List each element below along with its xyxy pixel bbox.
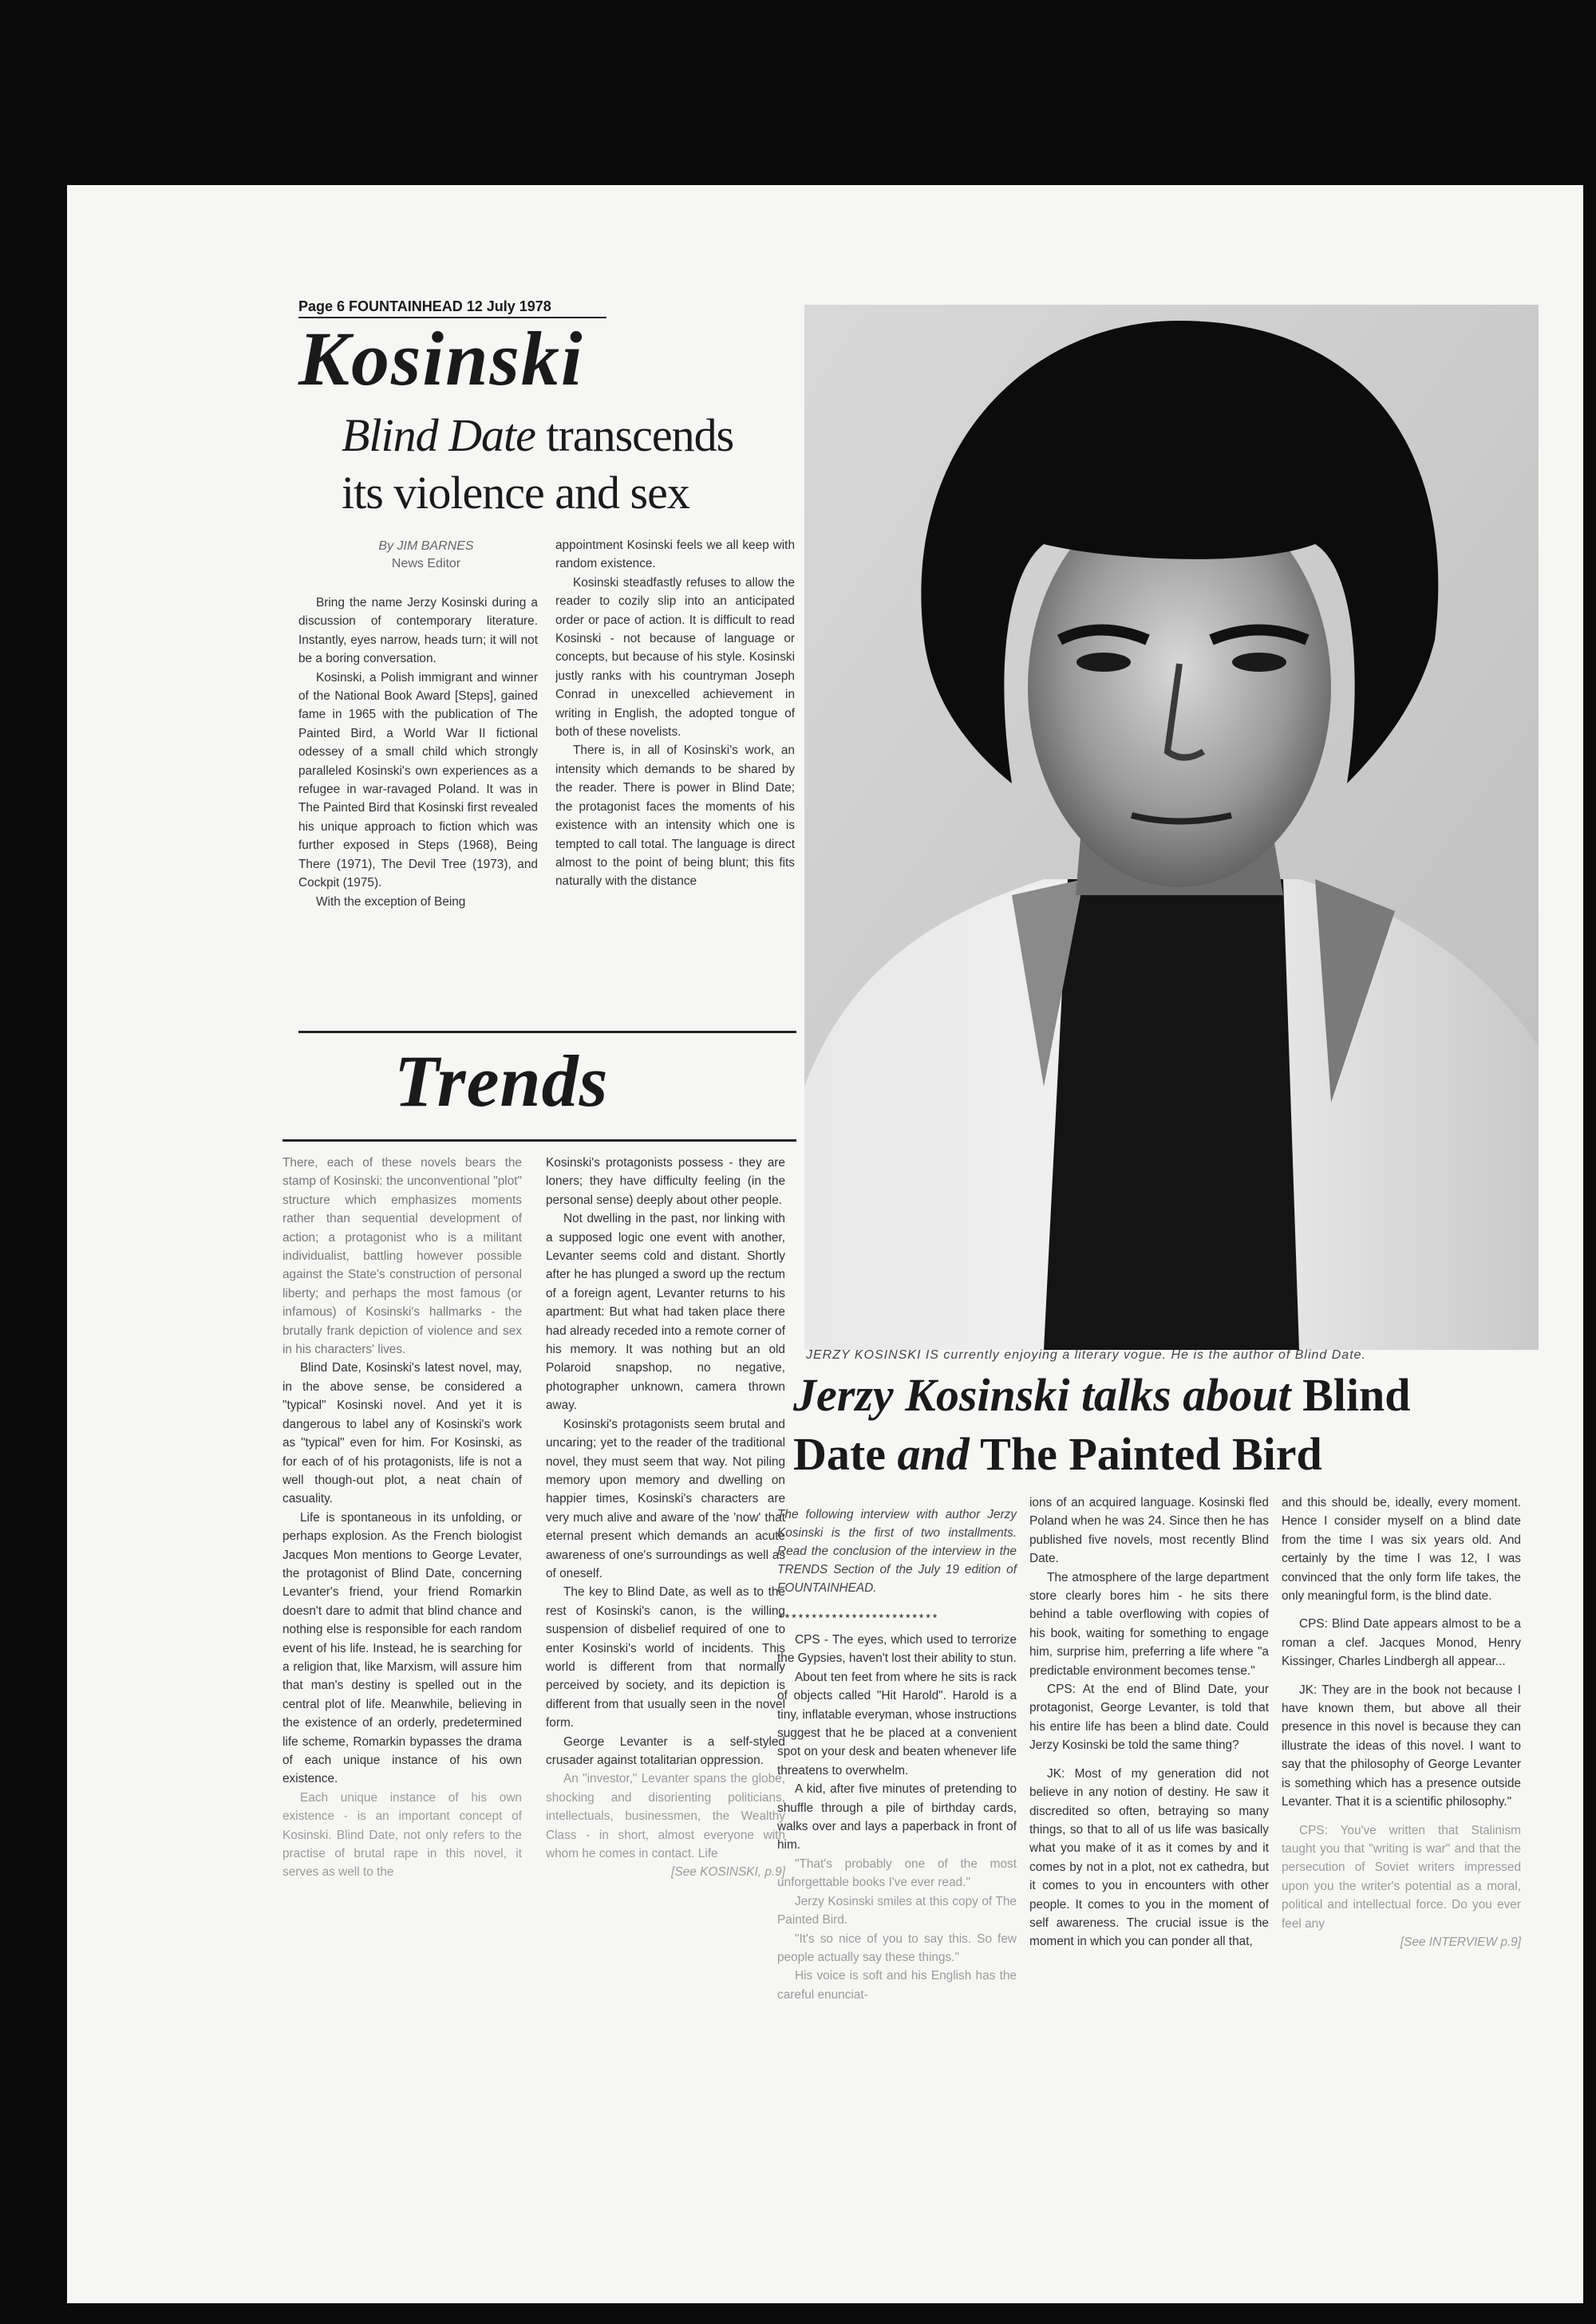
- subtitle-line1: transcends: [535, 409, 734, 461]
- headline-part: The Painted Bird: [969, 1428, 1322, 1480]
- section-rule-top: [298, 1031, 796, 1033]
- paragraph: Bring the name Jerzy Kosinski during a discussion of contemporary literature. Instantly, eyes narrow, heads turn; it will not be a boring conversation.: [298, 596, 538, 666]
- paragraph: His voice is soft and his English has the careful enunciat-: [777, 1969, 1017, 2002]
- article-column-1: [298, 594, 538, 1024]
- paragraph: Life is spontaneous in its unfolding, or perhaps explosion. As the French biologist Jacques Mon mentions to George Levater, the protagonist of Blind Date, concerning Levanter's friend, your friend Romarkin doesn't dare to admit that blind chance and nothing else is responsible for each random event of his life. Instead, he is searching for a religion that, like Marxism, will assure him that man's destiny is spelled out in the central plot of life. Meanwhile, believing in the existence of an orderly, predetermined life scheme, Romarkin bypasses the drama of each unique instance of his own existence.: [282, 1510, 522, 1786]
- paragraph: Kosinski's protagonists seem brutal and uncaring; yet to the reader of the traditional novel, they must seem that way. Not piling memory upon memory and dwelling on happier times, Kosinski's characters are very much alive and aware of the 'now' that eternal present which demands an acute awareness of one's surroundings as well as of oneself.: [546, 1417, 785, 1580]
- interview-intro: The following interview with author Jerzy Kosinski is the first of two installments. Read the conclusion of the interview in the TRENDS Section of the July 19 edition of FOUNTAINHEAD.: [777, 1508, 1017, 1595]
- continuation-note: [See KOSINSKI, p.9]: [671, 1865, 785, 1880]
- section-rule-bottom: [282, 1139, 796, 1142]
- paragraph: CPS - The eyes, which used to terrorize the Gypsies, haven't lost their ability to stun.: [777, 1633, 1017, 1666]
- paragraph: Kosinski steadfastly refuses to allow the reader to cozily slip into an anticipated order or pace of action. It is difficult to read Kosinski - not because of language or concepts, but because of his style. Kosinski justly ranks with his countryman Joseph Conrad in unexcelled achievement in writing in English, the adopted tongue of both of these novelists.: [555, 575, 795, 740]
- article-title: Kosinski: [298, 316, 584, 401]
- article-column-2: [555, 536, 795, 1024]
- paragraph: "That's probably one of the most unforgettable books I've ever read.": [777, 1856, 1017, 1890]
- trends-column-2: [546, 1154, 785, 2079]
- paragraph: Each unique instance of his own existence - is an important concept of Kosinski. Blind Date, not only refers to the practise of brutal rape in this novel, it serves as well to the: [282, 1790, 522, 1880]
- paragraph: With the exception of Being: [316, 894, 466, 909]
- trends-column-1: [282, 1154, 522, 2047]
- paragraph: and this should be, ideally, every moment. Hence I consider myself on a blind date from the time I was six years old. And certainly by the time I was 12, I was convinced that the only form life takes, the only meaningful form, is the blind date.: [1282, 1496, 1521, 1604]
- interview-column-3: [1282, 1493, 1521, 2068]
- paragraph: CPS: You've written that Stalinism taught you that "writing is war" and that the persecution of Soviet writers impressed upon you the writer's potential as a moral, political and intellectual force. Do you ever feel any: [1282, 1823, 1521, 1931]
- paragraph: JK: Most of my generation did not believe in any notion of destiny. He saw it discredited so often, betraying so many things, so that to all of us life was basically what you make of it as it comes by and it comes by not in a plot, not ex cathedra, but it comes to you in encounters with other people. It comes to you in the moment of self awareness. The crucial issue is the moment in which you can ponder all that,: [1029, 1766, 1269, 1949]
- article-subtitle: [342, 407, 836, 522]
- section-title: Trends: [394, 1040, 609, 1122]
- paragraph: George Levanter is a self-styled crusader against totalitarian oppression.: [546, 1734, 785, 1767]
- newspaper-page: [67, 185, 1583, 2303]
- paragraph: ions of an acquired language. Kosinski fled Poland when he was 24. Since then he has published five novels, most recently Blind Date.: [1029, 1496, 1269, 1566]
- subtitle-italic: Blind Date: [342, 409, 535, 461]
- interview-column-1: [777, 1631, 1017, 2077]
- photo-caption: JERZY KOSINSKI IS currently enjoying a literary vogue. He is the author of Blind Date.: [806, 1348, 1366, 1362]
- paragraph: CPS: At the end of Blind Date, your protagonist, George Levanter, is told that his entire life has been a blind date. Could Jerzy Kosinski be told the same thing?: [1029, 1683, 1269, 1753]
- paragraph: JK: They are in the book not because I have known them, but above all their presence in this novel is because they can illustrate the ideas of this novel. I want to say that the philosophy of George Levanter is something which has a presence outside Levanter. That it is a scientific philosophy.": [1282, 1683, 1521, 1809]
- paragraph: Blind Date, Kosinski's latest novel, may, in the above sense, be considered a "typical" Kosinski novel. And yet it is dangerous to label any of Kosinski's work as "typical" even for him. For Kosinski, as for each of of his protagonists, life is not a well though-out plot, a neat chain of casuality.: [282, 1361, 522, 1506]
- masthead: Page 6 FOUNTAINHEAD 12 July 1978: [298, 298, 606, 318]
- byline-role: News Editor: [391, 557, 461, 570]
- paragraph: An "investor," Levanter spans the globe, shocking and disorienting politicians, intellectuals, businessmen, the Wealthy Class - in short, almost everyone with whom he comes in contact. Life: [546, 1772, 785, 1861]
- headline-part: Date: [793, 1428, 898, 1480]
- paragraph: A kid, after five minutes of pretending to shuffle through a pile of birthday cards, walks over and lays a paperback in front of him.: [777, 1782, 1017, 1852]
- paragraph: About ten feet from where he sits is rack of objects called "Hit Harold". Harold is a tiny, inflatable everyman, whose instructions suggest that he be placed at a convenient spot on your desk and beaten whenever life threatens to overwhelm.: [777, 1670, 1017, 1778]
- continuation-note: [See INTERVIEW p.9]: [1400, 1935, 1521, 1949]
- headline-italic: and: [897, 1428, 970, 1480]
- separator-stars: ************************: [777, 1613, 938, 1626]
- paragraph: There, each of these novels bears the stamp of Kosinski: the unconventional "plot" structure which emphasizes moments rather than sequential development of action; a protagonist who is a militant individualist, battling however possible against the State's construction of personal liberty; and perhaps the most famous (or infamous) of Kosinski's hallmarks - the brutally frank depiction of violence and sex in his characters' lives.: [282, 1156, 522, 1357]
- paragraph: "It's so nice of you to say this. So few people actually say these things.": [777, 1931, 1017, 1964]
- headline-part: Blind: [1290, 1369, 1411, 1421]
- paragraph: Kosinski's protagonists possess - they are loners; they have difficulty feeling (in the personal sense) deeply about other people.: [546, 1156, 785, 1207]
- paragraph: appointment Kosinski feels we all keep with random existence.: [555, 539, 795, 571]
- interview-headline: [793, 1366, 1543, 1484]
- paragraph: The atmosphere of the large department store clearly bores him - he sits there behind a table overflowing with copies of his book, waiting for something to engage him, surprise him, preferring a life where "a predictable environment becomes tense.": [1029, 1570, 1269, 1678]
- paragraph: The key to Blind Date, as well as to the rest of Kosinski's canon, is the willing suspension of disbelief required of one to enter Kosinski's world of incidents. This world is different from that normally perceived by society, and its depiction is different from that usually seen in the novel form.: [546, 1585, 785, 1730]
- portrait-photo-icon: [804, 305, 1539, 1350]
- paragraph: Not dwelling in the past, nor linking with a supposed logic one event with another, Levanter seems cold and distant. Shortly after he has plunged a sword up the rectum of a foreign agent, Levanter returns to his apartment: But what had taken place there had already receded into a remote corner of his memory. It was nothing but an old Polaroid snapshop, no negative, photographer unknown, camera thrown away.: [546, 1212, 785, 1413]
- paragraph: CPS: Blind Date appears almost to be a roman a clef. Jacques Monod, Henry Kissinger, Charles Lindbergh all appear...: [1282, 1617, 1521, 1669]
- byline-name: By JIM BARNES: [378, 539, 474, 553]
- byline: [346, 538, 506, 573]
- paragraph: Jerzy Kosinski smiles at this copy of The Painted Bird.: [777, 1894, 1017, 1927]
- paragraph: There is, in all of Kosinski's work, an intensity which demands to be shared by the reader. There is power in Blind Date; the protagonist faces the moments of his existence with an intensity which one is tempted to call total. The language is direct almost to the point of being blunt; this fits naturally with the distance: [555, 744, 795, 889]
- interview-column-2: [1029, 1493, 1269, 2068]
- subtitle-line2: its violence and sex: [342, 467, 689, 519]
- headline-italic: Jerzy Kosinski talks about: [793, 1369, 1291, 1421]
- paragraph: Kosinski, a Polish immigrant and winner of the National Book Award [Steps], gained fame in 1965 with the publication of The Painted Bird, a World War II fictional odessey of a small child which strongly paralleled Kosinski's own experiences as a refugee in war-ravaged Poland. It was in The Painted Bird that Kosinski first revealed his unique approach to fiction which was further exposed in Steps (1968), Being There (1971), The Devil Tree (1973), and Cockpit (1975).: [298, 670, 538, 890]
